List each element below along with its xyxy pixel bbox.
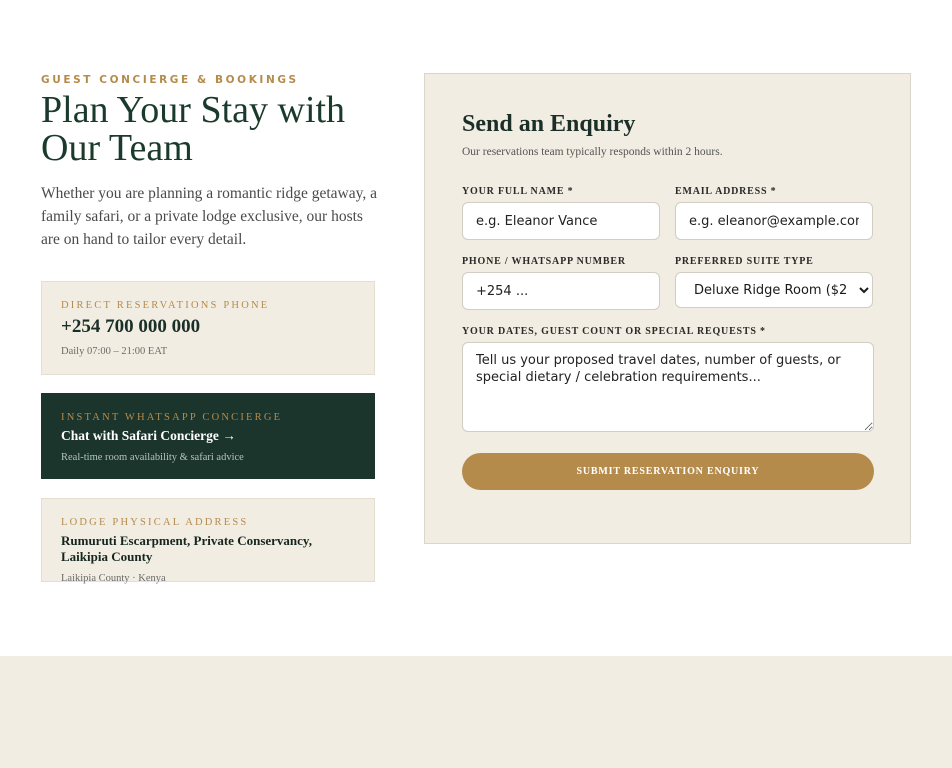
address-line: Rumuruti Escarpment, Private Conservancy, Laikipia County (61, 533, 312, 564)
suite-type-select[interactable] (675, 272, 873, 308)
name-label: YOUR FULL NAME * (462, 186, 574, 197)
phone-card-label: DIRECT RESERVATIONS PHONE (61, 300, 270, 311)
suite-label: PREFERRED SUITE TYPE (675, 256, 814, 267)
whatsapp-chat-link[interactable]: Chat with Safari Concierge → (61, 428, 236, 443)
whatsapp-card[interactable] (41, 393, 375, 479)
full-name-input[interactable] (462, 202, 660, 240)
phone-card (41, 281, 375, 375)
form-subtitle: Our reservations team typically responds within 2 hours. (462, 146, 723, 158)
address-card (41, 498, 375, 582)
enquiry-form (424, 73, 911, 544)
page-title: Plan Your Stay with Our Team (41, 89, 346, 169)
email-label: EMAIL ADDRESS * (675, 186, 777, 197)
whatsapp-card-label: INSTANT WHATSAPP CONCIERGE (61, 412, 283, 423)
phone-input[interactable] (462, 272, 660, 310)
phone-number[interactable]: +254 700 000 000 (61, 316, 201, 337)
phone-label: PHONE / WHATSAPP NUMBER (462, 256, 626, 267)
phone-hours: Daily 07:00 – 21:00 EAT (61, 346, 168, 357)
form-title: Send an Enquiry (462, 111, 636, 137)
intro-paragraph: Whether you are planning a romantic ridge getaway, a family safari, or a private lodge exclusive, our hosts are on hand to tailor every detail. (41, 185, 377, 248)
submit-enquiry-button[interactable]: SUBMIT RESERVATION ENQUIRY (462, 453, 874, 490)
address-region: Laikipia County · Kenya (61, 573, 166, 584)
address-card-label: LODGE PHYSICAL ADDRESS (61, 517, 249, 528)
section-eyebrow: GUEST CONCIERGE & BOOKINGS (41, 74, 299, 86)
email-input[interactable] (675, 202, 873, 240)
whatsapp-sub: Real-time room availability & safari advice (61, 452, 244, 463)
requests-label: YOUR DATES, GUEST COUNT OR SPECIAL REQUESTS * (462, 326, 766, 337)
footer-band (0, 656, 952, 768)
requests-textarea[interactable] (462, 342, 874, 432)
